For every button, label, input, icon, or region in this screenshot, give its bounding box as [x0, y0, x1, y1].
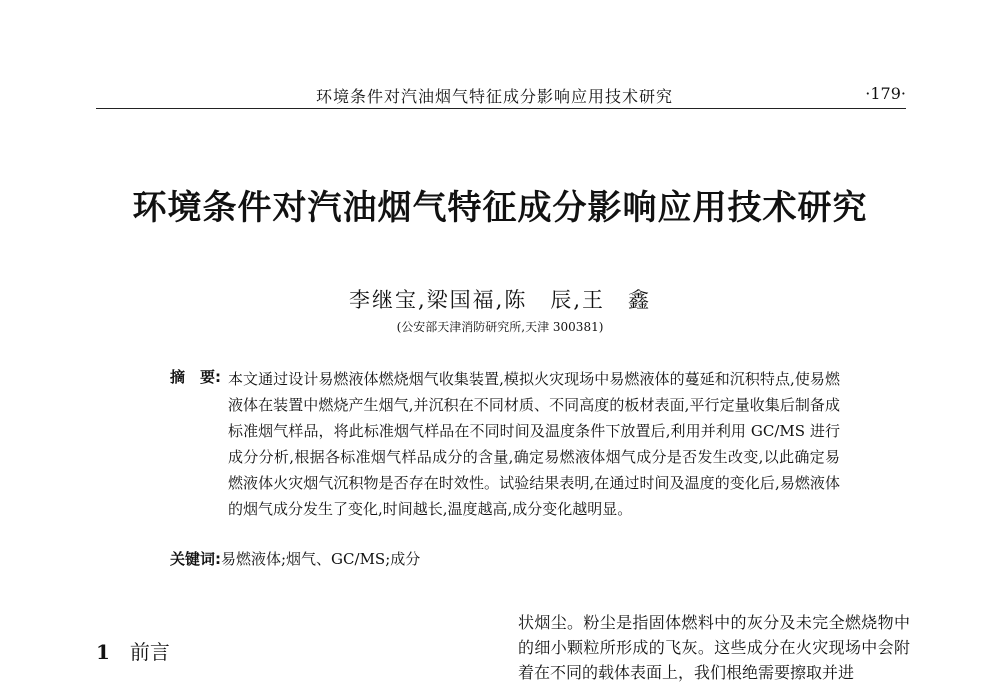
keywords-text: 易燃液体;烟气、GC/MS;成分 [221, 550, 421, 568]
running-header [96, 84, 906, 109]
section-title: 前言 [129, 640, 170, 664]
running-title: 环境条件对汽油烟气特征成分影响应用技术研究 [316, 87, 674, 106]
section-number: 1 [96, 640, 110, 664]
right-column-text: 状烟尘。粉尘是指固体燃料中的灰分及未完全燃烧物中的细小颗粒所形成的飞灰。这些成分在火灾现场中会附着在不同的载体表面上，我们根绝需要擦取并进 [518, 613, 910, 682]
page-number: ·179· [865, 84, 906, 103]
section-heading [96, 636, 170, 665]
author-list: 李继宝,梁国福,陈 辰,王 鑫 [348, 288, 652, 312]
keywords-label: 关键词: [170, 550, 221, 568]
keywords-line [170, 548, 420, 569]
author-affiliation: (公安部天津消防研究所,天津 300381) [396, 320, 604, 334]
abstract-label: 摘 要: [170, 368, 221, 386]
paper-title: 环境条件对汽油烟气特征成分影响应用技术研究 [132, 188, 868, 228]
abstract-text: 本文通过设计易燃液体燃烧烟气收集装置,模拟火灾现场中易燃液体的蔓延和沉积特点,使易燃液体在装置中燃烧产生烟气,并沉积在不同材质、不同高度的板材表面,平行定量收集后制备成标准烟气样品，将此标准烟气样品在不同时间及温度条件下放置后,利用并利用 GC/MS 进行成分分析,根据各标准烟气样品成分的含量,确定易燃液体烟气成分是否发生改变,以此确定易燃液体火灾烟气沉积物是否存在时效性。试验结果表明,在通过时间及温度的变化后,易燃液体的烟气成分发生了变化,时间越长,温度越高,成分变化越明显。 [228, 370, 840, 518]
